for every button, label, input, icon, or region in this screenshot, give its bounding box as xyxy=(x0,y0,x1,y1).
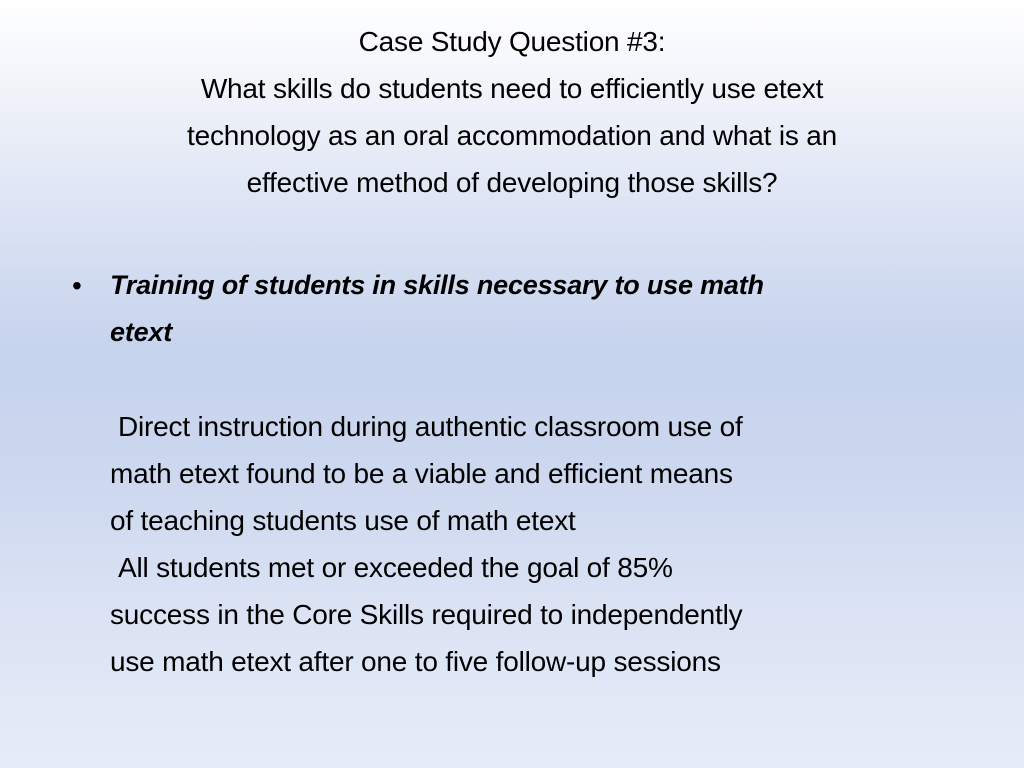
finding-paragraph-direct-instruction xyxy=(68,403,968,544)
title-line: What skills do students need to efficiently use etext xyxy=(200,73,824,104)
title-line: technology as an oral accommodation and what is an xyxy=(187,120,837,151)
paragraph-line: of teaching students use of math etext xyxy=(110,505,576,536)
paragraph-line: All students met or exceeded the goal of 85% xyxy=(118,552,673,583)
paragraph-line: Direct instruction during authentic classroom use of xyxy=(118,411,743,442)
paragraph-line: success in the Core Skills required to independently xyxy=(110,599,743,630)
paragraph-line: use math etext after one to five follow-up sessions xyxy=(110,646,721,677)
bullet-icon: • xyxy=(72,270,82,301)
paragraph-line: math etext found to be a viable and efficient means xyxy=(110,458,733,489)
slide-body xyxy=(68,262,968,685)
title-line: Case Study Question #3: xyxy=(358,26,666,57)
title-line: effective method of developing those skills? xyxy=(246,167,778,198)
bullet-heading-line: etext xyxy=(110,317,173,347)
bullet-item xyxy=(68,262,968,356)
spacer xyxy=(68,356,968,403)
bullet-heading xyxy=(110,262,968,356)
slide-title xyxy=(60,18,964,206)
finding-paragraph-students-success xyxy=(68,544,968,685)
bullet-heading-line: Training of students in skills necessary to use math xyxy=(110,270,764,300)
